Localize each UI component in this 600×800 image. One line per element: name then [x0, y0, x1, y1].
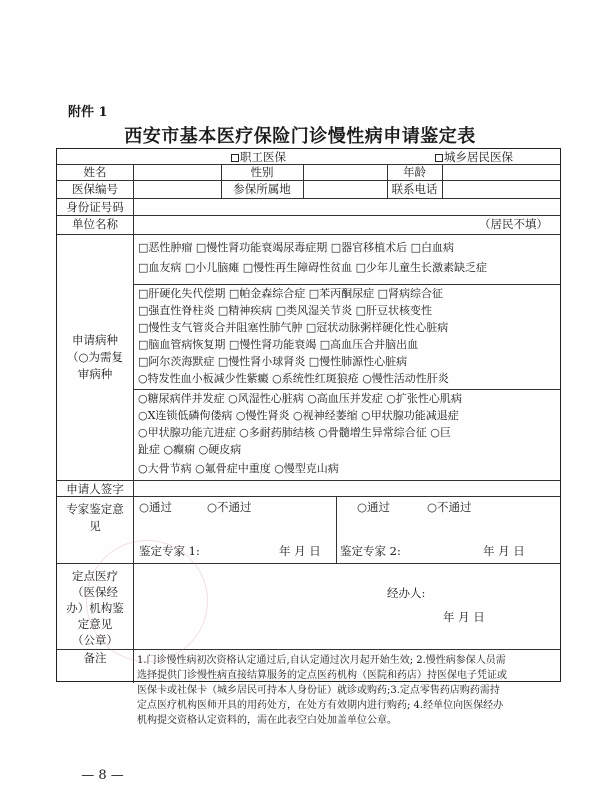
institution-opinion-label-5: （公章）: [72, 633, 118, 647]
expert-opinion-label-1: 专家鉴定意: [66, 502, 124, 516]
disease-options-line[interactable]: □血友病 □小儿脑瘫 □慢性再生障碍性贫血 □少年儿童生长激素缺乏症: [138, 261, 488, 274]
resident-insurance-checkbox[interactable]: 城乡居民医保: [435, 150, 513, 164]
expert1-fail-option[interactable]: ○不通过: [207, 500, 252, 514]
age-label: 年龄: [403, 165, 426, 179]
disease-section-label-3: 审病种: [77, 367, 113, 381]
phone-label: 联系电话: [391, 182, 438, 196]
remarks-line: 选择提供门诊慢性病直接结算服务的定点医药机构（医院和药店）持医保电子凭证或: [137, 670, 507, 681]
gender-label: 性别: [250, 165, 274, 179]
expert2-date: 年 月 日: [483, 544, 525, 558]
resident-note: （居民不填）: [479, 217, 548, 231]
disease-options-line[interactable]: ○甲状腺功能亢进症 ○多耐药肺结核 ○骨髓增生异常综合征 ○巨: [138, 426, 451, 439]
remarks-line: 医保卡或社保卡（城乡居民可持本人身份证）就诊或购药;3.定点零售药店购药需持: [137, 685, 500, 696]
expert1-date: 年 月 日: [279, 544, 321, 558]
expert-opinion-label-2: 见: [89, 519, 101, 533]
disease-options-line[interactable]: ○糖尿病伴并发症 ○风湿性心脏病 ○高血压并发症 ○扩张性心肌病: [138, 392, 462, 405]
remarks-line: 1.门诊慢性病初次资格认定通过后,自认定通过次月起开始生效; 2.慢性病参保人员需: [137, 655, 506, 666]
institution-opinion-label-1: 定点医疗: [72, 569, 118, 583]
id-number-label: 身份证号码: [66, 200, 124, 214]
disease-options-line[interactable]: ○大骨节病 ○氟骨症中重度 ○慢型克山病: [138, 462, 339, 475]
handler-label: 经办人:: [387, 586, 426, 600]
disease-options-line[interactable]: □恶性肿瘤 □慢性肾功能衰竭尿毒症期 □器官移植术后 □白血病: [138, 241, 455, 254]
employee-insurance-checkbox[interactable]: 职工医保: [231, 150, 286, 164]
disease-options-line[interactable]: □慢性支气管炎合并阻塞性肺气肿 □冠状动脉粥样硬化性心脏病: [138, 321, 449, 334]
disease-section-label-1: 申请病种: [72, 333, 118, 347]
applicant-signature-label: 申请人签字: [66, 482, 124, 496]
disease-section-label-2: （○为需复: [66, 350, 124, 364]
disease-options-line[interactable]: ○X连锁低磷佝偻病 ○慢性肾炎 ○视神经萎缩 ○甲状腺功能减退症: [138, 409, 459, 422]
annex-label: 附件 1: [68, 105, 108, 120]
disease-options-line[interactable]: ○特发性血小板减少性紫癜 ○系统性红斑狼疮 ○慢性活动性肝炎: [138, 372, 449, 385]
disease-options-line[interactable]: □阿尔茨海默症 □慢性肾小球肾炎 □慢性肺源性心脏病: [138, 355, 408, 368]
page-number: — 8 —: [81, 768, 124, 783]
disease-options-line[interactable]: 趾症 ○癫痫 ○硬皮病: [138, 443, 242, 456]
expert1-label: 鉴定专家 1:: [139, 544, 200, 558]
expert2-pass-option[interactable]: ○通过: [357, 500, 391, 514]
remarks-line: 定点医疗机构医师开具的用药处方，在处方有效期内进行购药; 4.经单位向医保经办: [137, 700, 504, 711]
disease-options-line[interactable]: □肝硬化失代偿期 □帕金森综合症 □苯丙酮尿症 □肾病综合征: [138, 287, 444, 300]
expert1-pass-option[interactable]: ○通过: [139, 500, 173, 514]
expert2-fail-option[interactable]: ○不通过: [427, 500, 472, 514]
remarks-label: 备注: [83, 651, 107, 665]
work-unit-label: 单位名称: [72, 217, 118, 231]
disease-options-line[interactable]: □脑血管病恢复期 □慢性肾功能衰竭 □高血压合并脑出血: [138, 338, 419, 351]
faint-seal-mark: [86, 540, 208, 662]
name-label: 姓名: [83, 165, 107, 179]
expert2-label: 鉴定专家 2:: [340, 544, 401, 558]
institution-opinion-label-4: 定意见: [77, 617, 113, 631]
insurance-number-label: 医保编号: [72, 182, 118, 196]
remarks-line: 机构提交资格认定资料的，需在此表空白处加盖单位公章。: [137, 715, 397, 726]
insured-place-label: 参保所属地: [233, 182, 291, 196]
form-title: 西安市基本医疗保险门诊慢性病申请鉴定表: [124, 126, 476, 147]
institution-date: 年 月 日: [443, 610, 485, 624]
institution-opinion-label-2: （医保经: [72, 585, 118, 599]
disease-options-line[interactable]: □强直性脊柱炎 □精神疾病 □类风湿关节炎 □肝豆状核变性: [138, 304, 433, 317]
institution-opinion-label-3: 办）机构鉴: [66, 601, 124, 615]
